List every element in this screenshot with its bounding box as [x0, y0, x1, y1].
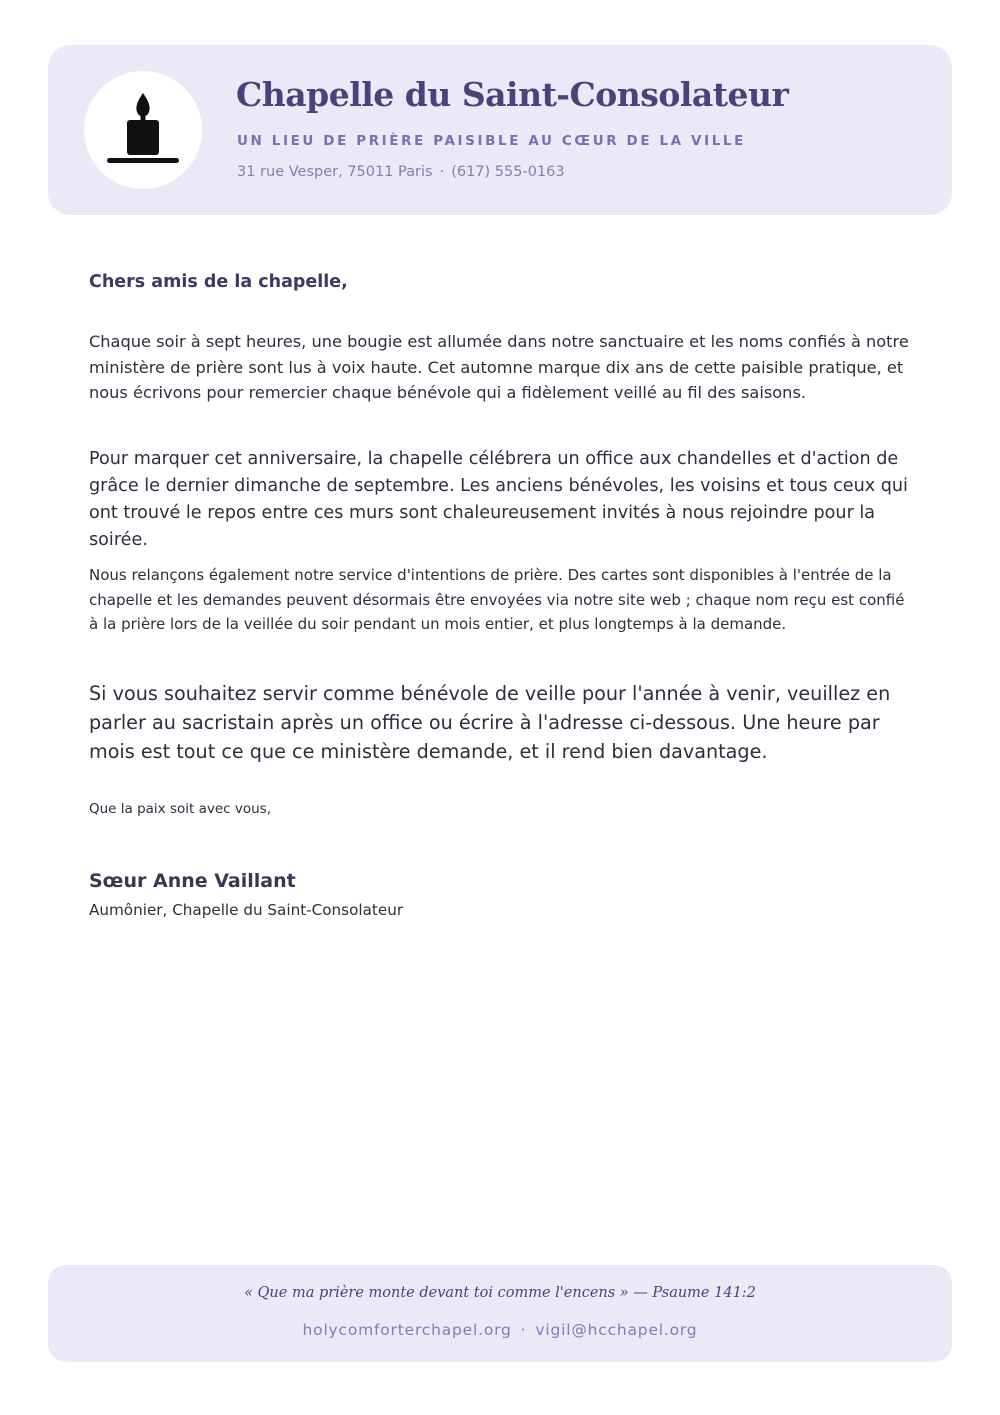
salutation: Chers amis de la chapelle,: [89, 272, 348, 292]
phone-number: (617) 555-0163: [451, 164, 565, 180]
footer-quote: « Que ma prière monte devant toi comme l'encens » — Psaume 141:2: [244, 1285, 756, 1301]
body-paragraph-4: Si vous souhaitez servir comme bénévole de veille pour l'année à venir, veuillez en parler au sacristain après un office ou écrire à l'adresse ci-dessous. Une heure par mois est tout ce que ce ministère demande, et il rend bien davantage.: [89, 682, 891, 763]
address: 31 rue Vesper, 75011 Paris: [237, 164, 433, 180]
website-link[interactable]: holycomforterchapel.org: [302, 1321, 512, 1339]
footer-contact: [48, 1321, 952, 1339]
organization-tagline: UN LIEU DE PRIÈRE PAISIBLE AU CŒUR DE LA VILLE: [237, 133, 746, 149]
body-paragraph-1: Chaque soir à sept heures, une bougie est allumée dans notre sanctuaire et les noms confiés à notre ministère de prière sont lus à voix haute. Cet automne marque dix ans de cette paisible pratique, et nous écrivons pour remercier chaque bénévole qui a fidèlement veillé au fil des saisons.: [89, 332, 909, 402]
signature-name: Sœur Anne Vaillant: [89, 870, 296, 892]
body-paragraph-3: Nous relançons également notre service d'intentions de prière. Des cartes sont disponibles à l'entrée de la chapelle et les demandes peuvent désormais être envoyées via notre site web ; chaque nom reçu est confié à la prière lors de la veillée du soir pendant un mois entier, et plus longtemps à la demande.: [89, 566, 905, 633]
logo-badge: [84, 71, 202, 189]
closing: Que la paix soit avec vous,: [89, 801, 272, 817]
footer-separator: ·: [520, 1321, 527, 1339]
contact-line: [237, 164, 565, 180]
body-paragraph-2: Pour marquer cet anniversaire, la chapelle célébrera un office aux chandelles et d'action de grâce le dernier dimanche de septembre. Les anciens bénévoles, les voisins et tous ceux qui ont trouvé le repos entre ces murs sont chaleureusement invités à nous rejoindre pour la soirée.: [89, 449, 908, 550]
contact-separator: ·: [439, 164, 445, 180]
organization-name: Chapelle du Saint-Consolateur: [236, 75, 789, 114]
signature-title: Aumônier, Chapelle du Saint-Consolateur: [89, 901, 404, 919]
letter-footer: [48, 1265, 952, 1362]
candle-icon: [84, 71, 202, 189]
letterhead-header: [48, 45, 952, 215]
email-link[interactable]: vigil@hcchapel.org: [535, 1321, 698, 1339]
